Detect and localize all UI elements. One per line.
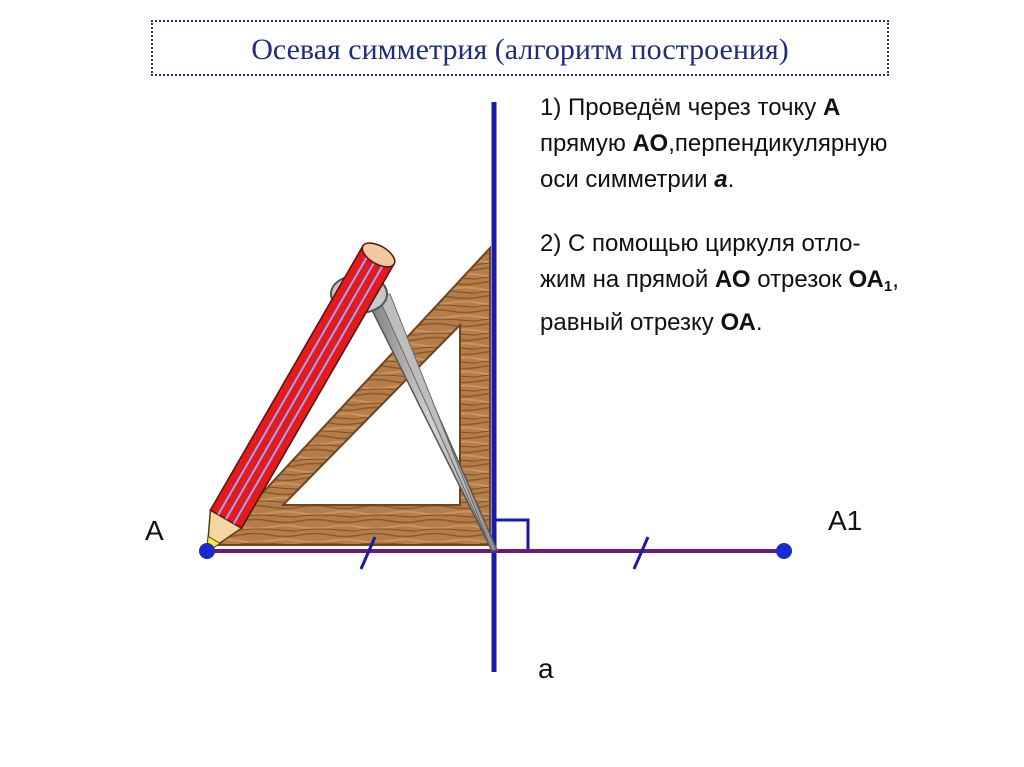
point-a1-marker <box>776 543 792 559</box>
step-2-part: . <box>755 309 763 336</box>
axis-label: а <box>538 653 554 684</box>
point-a-marker <box>199 543 215 559</box>
point-a-label: А <box>145 515 164 546</box>
step-1-part: ,перпендикулярную <box>668 130 888 157</box>
step-1-part: . <box>727 166 735 193</box>
step-1-part: прямую <box>540 130 633 157</box>
step-2-part: жим на прямой <box>540 266 715 293</box>
step-2-line: АО <box>714 266 751 293</box>
step-2-part: равный отрезку <box>540 309 721 336</box>
step-2-subscript: 1 <box>883 278 893 295</box>
step-1-axis: а <box>714 166 728 193</box>
step-2-segment-ref: ОА <box>720 309 756 336</box>
right-angle-marker <box>496 520 528 549</box>
point-a1-label: А1 <box>828 505 863 536</box>
step-2-part: , <box>892 266 899 293</box>
step-1-part: ) Проведём через точку <box>553 94 823 121</box>
step-1-line: АО <box>632 130 669 157</box>
step-2-segment: ОА <box>848 266 884 293</box>
step-1-part: оси симметрии <box>540 166 715 193</box>
step-2-part: отрезок <box>750 266 849 293</box>
step-2-part: ) С помощью циркуля отло- <box>553 230 861 257</box>
step-1-point: А <box>822 94 841 121</box>
step-2-number: 2 <box>540 230 554 257</box>
page-title: Осевая симметрия (алгоритм построения) <box>251 33 789 66</box>
step-1-number: 1 <box>540 94 554 121</box>
